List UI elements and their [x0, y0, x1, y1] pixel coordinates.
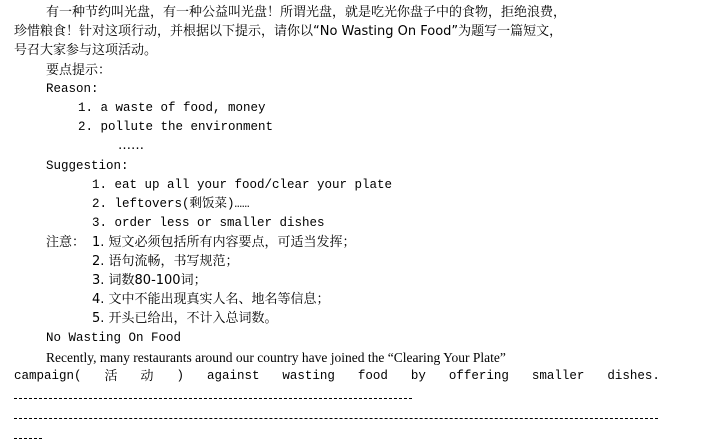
reason-item-1: 1. a waste of food, money [78, 101, 266, 115]
suggestion-item-1: 1. eat up all your food/clear your plate [92, 178, 393, 192]
note-item-2: 2. 语句流畅，书写规范； [92, 254, 239, 269]
note-item-4: 4. 文中不能出现真实人名、地名等信息； [92, 292, 330, 307]
essay-word: smaller [531, 369, 585, 383]
essay-word: 动 [140, 369, 154, 384]
essay-second-line [14, 367, 660, 386]
answer-line-3 [14, 438, 42, 439]
intro-line-3: 号召大家参与这项活动。 [14, 43, 158, 58]
answer-line-1 [14, 398, 412, 399]
reason-ellipsis: …… [118, 138, 144, 153]
intro-line-1: 有一种节约叫光盘，有一种公益叫光盘！所谓光盘，就是吃光你盘子中的食物，拒绝浪费， [46, 5, 567, 20]
essay-word: 活 [104, 369, 118, 384]
essay-word: offering [448, 369, 509, 383]
notes-label: 注意： [46, 235, 86, 250]
essay-word: against [206, 369, 260, 383]
note-item-5: 5. 开头已给出，不计入总词数。 [92, 311, 278, 326]
points-heading: 要点提示： [46, 63, 112, 78]
suggestion-item-2: 2. leftovers(剩饭菜)…… [92, 197, 250, 211]
essay-word: campaign( [14, 369, 82, 383]
essay-word: by [410, 369, 426, 383]
reason-heading: Reason: [46, 82, 99, 96]
note-item-1: 1. 短文必须包括所有内容要点，可适当发挥； [92, 235, 356, 250]
essay-word: ) [176, 369, 184, 383]
suggestion-heading: Suggestion: [46, 159, 129, 173]
essay-title: No Wasting On Food [46, 331, 182, 345]
reason-item-2: 2. pollute the environment [78, 120, 274, 134]
note-item-3: 3. 词数80-100词； [92, 273, 207, 288]
intro-line-2: 珍惜粮食！针对这项行动，并根据以下提示，请你以“No Wasting On Food”为题写一篇短文， [14, 24, 563, 39]
essay-first-line: Recently, many restaurants around our country have joined the “Clearing Your Plate” [46, 350, 506, 365]
essay-word: dishes. [607, 369, 660, 383]
essay-word: wasting [282, 369, 335, 383]
answer-line-2 [14, 418, 658, 419]
suggestion-item-3: 3. order less or smaller dishes [92, 216, 325, 230]
essay-word: food [357, 369, 388, 383]
